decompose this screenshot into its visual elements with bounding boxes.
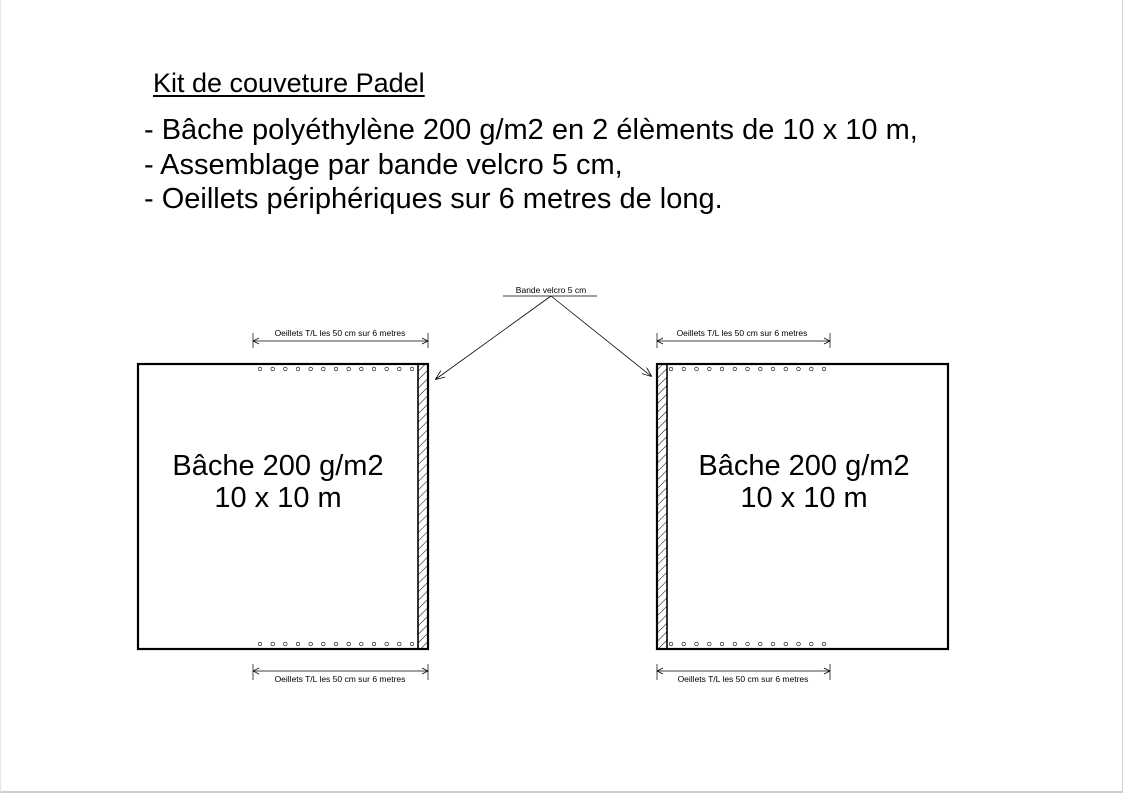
grommet-icon (398, 642, 402, 646)
panel-left-grommets-top (258, 367, 414, 371)
panel-left-velcro-strip (418, 364, 428, 649)
panel-right-title: Bâche 200 g/m2 (698, 450, 910, 482)
grommet-icon (271, 367, 275, 371)
panel-right-grommets-top (669, 367, 826, 371)
grommet-icon (669, 367, 673, 371)
grommet-icon (410, 367, 414, 371)
panel-left-title: Bâche 200 g/m2 (172, 450, 384, 482)
grommet-icon (695, 642, 699, 646)
panel-right-dimension-bottom (657, 664, 830, 684)
grommet-icon (347, 642, 351, 646)
grommet-icon (771, 642, 775, 646)
grommet-icon (708, 367, 712, 371)
grommet-icon (733, 367, 737, 371)
grommet-icon (720, 367, 724, 371)
panel-right-dimension-top (657, 328, 830, 348)
grommet-icon (784, 642, 788, 646)
grommet-icon (682, 642, 686, 646)
grommet-icon (822, 642, 826, 646)
grommet-icon (797, 642, 801, 646)
grommet-icon (360, 642, 364, 646)
grommet-icon (797, 367, 801, 371)
grommet-icon (695, 367, 699, 371)
velcro-label: Bande velcro 5 cm (515, 285, 587, 295)
grommet-icon (322, 367, 326, 371)
grommet-icon (258, 367, 262, 371)
grommet-icon (360, 367, 364, 371)
grommet-icon (309, 367, 313, 371)
grommet-icon (810, 367, 814, 371)
grommet-icon (372, 642, 376, 646)
spec-line-assembly: - Assemblage par bande velcro 5 cm, (144, 148, 623, 181)
grommet-icon (296, 367, 300, 371)
grommet-icon (759, 642, 763, 646)
panel-left-dimension-bottom (253, 664, 428, 684)
grommet-icon (822, 367, 826, 371)
grommet-icon (759, 367, 763, 371)
grommet-icon (669, 642, 673, 646)
grommet-icon (385, 642, 389, 646)
panel-right-dim-top-label: Oeillets T/L les 50 cm sur 6 metres (676, 328, 808, 338)
grommet-icon (784, 367, 788, 371)
spec-line-grommets: - Oeillets périphériques sur 6 metres de long. (144, 183, 723, 215)
grommet-icon (720, 642, 724, 646)
panel-left-dim-top-label: Oeillets T/L les 50 cm sur 6 metres (274, 328, 406, 338)
grommet-icon (284, 367, 288, 371)
grommet-icon (385, 367, 389, 371)
panel-left-grommets-bottom (258, 642, 414, 646)
panel-left (138, 328, 428, 684)
grommet-icon (746, 367, 750, 371)
grommet-icon (372, 367, 376, 371)
grommet-icon (682, 367, 686, 371)
grommet-icon (708, 642, 712, 646)
grommet-icon (810, 642, 814, 646)
velcro-arrow-right (551, 296, 651, 376)
velcro-callout (436, 285, 651, 379)
velcro-arrow-left (436, 296, 551, 379)
grommet-icon (258, 642, 262, 646)
panel-left-dim-bottom-label: Oeillets T/L les 50 cm sur 6 metres (274, 674, 406, 684)
panel-right-grommets-bottom (669, 642, 826, 646)
grommet-icon (398, 367, 402, 371)
grommet-icon (322, 642, 326, 646)
grommet-icon (733, 642, 737, 646)
panel-left-size: 10 x 10 m (214, 482, 342, 514)
grommet-icon (271, 642, 275, 646)
grommet-icon (334, 642, 338, 646)
panel-right-size: 10 x 10 m (740, 482, 868, 514)
grommet-icon (309, 642, 313, 646)
grommet-icon (284, 642, 288, 646)
panel-right-dim-bottom-label: Oeillets T/L les 50 cm sur 6 metres (677, 674, 809, 684)
panel-right-velcro-strip (657, 364, 667, 649)
document-title: Kit de couveture Padel (153, 68, 425, 98)
grommet-icon (296, 642, 300, 646)
grommet-icon (347, 367, 351, 371)
grommet-icon (410, 642, 414, 646)
grommet-icon (334, 367, 338, 371)
spec-line-material: - Bâche polyéthylène 200 g/m2 en 2 élèments de 10 x 10 m, (144, 114, 918, 146)
grommet-icon (771, 367, 775, 371)
panel-right (657, 328, 948, 684)
panel-left-dimension-top (253, 328, 428, 348)
grommet-icon (746, 642, 750, 646)
